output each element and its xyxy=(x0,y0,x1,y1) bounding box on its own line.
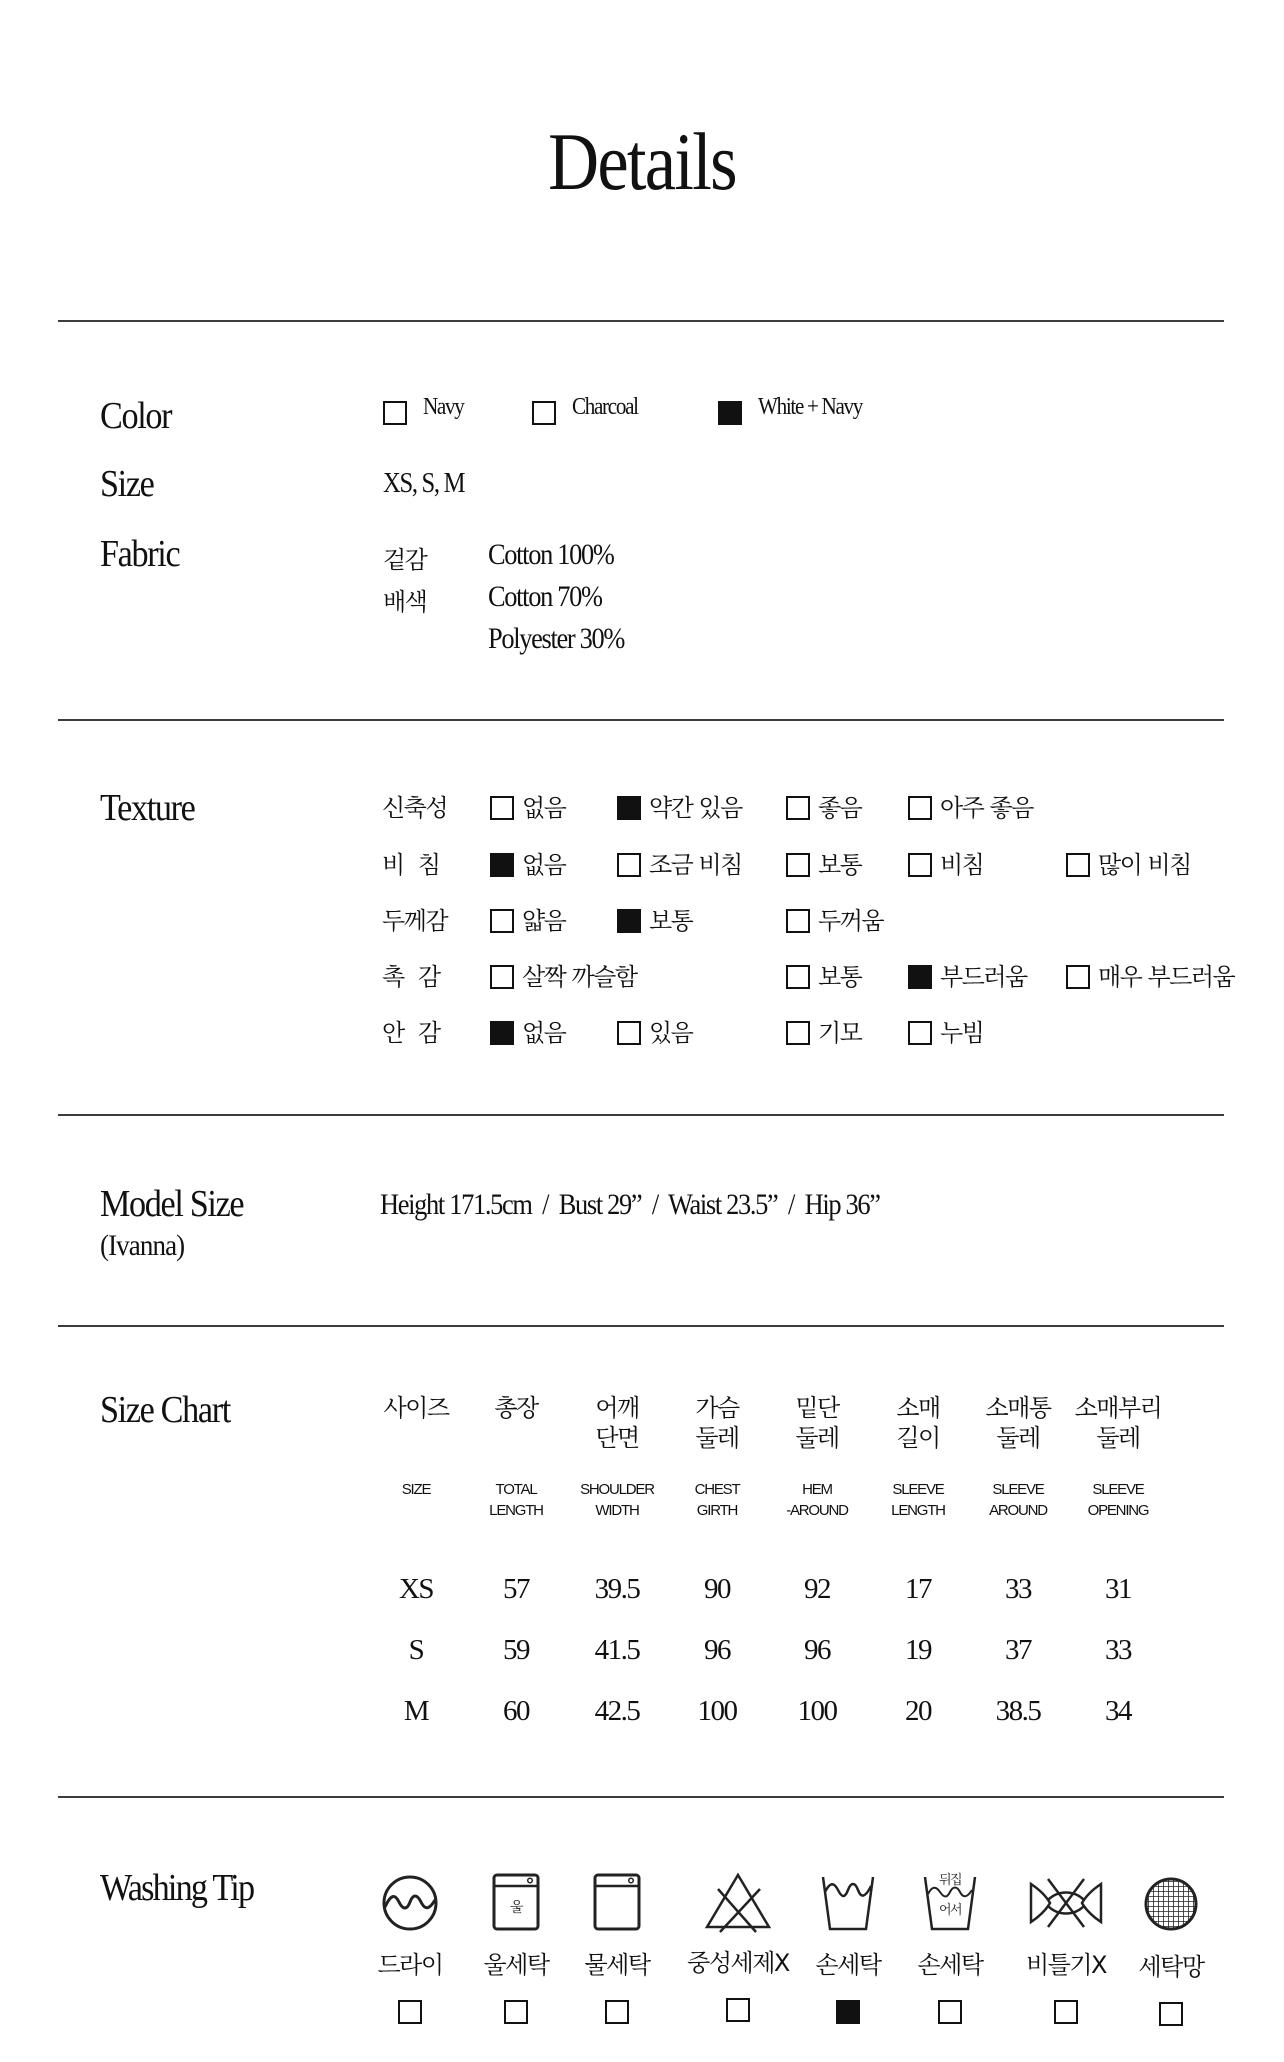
color-label: Color xyxy=(100,395,172,437)
checkbox-icon xyxy=(786,853,810,877)
column-header-en: SIZE xyxy=(401,1481,431,1498)
washing-item-laundry-net[interactable]: 세탁망 xyxy=(1111,1876,1231,2026)
fabric-value-trim-2: Polyester 30% xyxy=(488,622,625,655)
wool-wash-icon xyxy=(491,1872,541,1932)
checkbox-icon xyxy=(532,401,556,425)
divider xyxy=(58,1325,1224,1327)
checkbox-icon xyxy=(1066,965,1090,989)
checkbox-icon xyxy=(908,1021,932,1045)
washing-item-no-neutral-detergent[interactable]: 중성세제X xyxy=(678,1872,798,2022)
checkbox-icon xyxy=(786,1021,810,1045)
model-name: (Ivanna) xyxy=(100,1229,185,1262)
fabric-label: Fabric xyxy=(100,533,180,575)
checkbox-icon xyxy=(908,853,932,877)
column-header: 어깨 단면 xyxy=(595,1394,639,1452)
checkbox-icon xyxy=(504,2000,528,2024)
washing-tip-label: Washing Tip xyxy=(100,1867,254,1909)
no-wring-icon xyxy=(1028,1876,1104,1930)
fabric-value-outer: Cotton 100% xyxy=(488,538,614,571)
checkbox-checked-icon xyxy=(718,401,742,425)
checkbox-icon xyxy=(605,2000,629,2024)
size-chart-label: Size Chart xyxy=(100,1389,230,1431)
texture-label: Texture xyxy=(100,787,195,829)
dry-clean-icon xyxy=(381,1874,439,1932)
fabric-part-trim: 배색 xyxy=(383,588,427,616)
checkbox-icon xyxy=(786,909,810,933)
checkbox-icon xyxy=(617,853,641,877)
checkbox-checked-icon xyxy=(490,853,514,877)
column-header: 밑단 둘레 xyxy=(795,1394,839,1452)
size-label: Size xyxy=(100,463,154,505)
checkbox-icon xyxy=(490,965,514,989)
column-header-en: SLEEVE LENGTH xyxy=(891,1481,945,1519)
column-header: 소매통 둘레 xyxy=(985,1394,1051,1452)
size-value: XS, S, M xyxy=(383,468,465,499)
checkbox-checked-icon xyxy=(617,796,641,820)
svg-text:울: 울 xyxy=(509,1900,523,1916)
checkbox-checked-icon xyxy=(617,909,641,933)
svg-text:뒤집: 뒤집 xyxy=(938,1873,962,1888)
column-header: 총장 xyxy=(494,1394,538,1422)
page-title: Details xyxy=(548,116,736,207)
checkbox-icon xyxy=(490,909,514,933)
model-size-label: Model Size xyxy=(100,1183,244,1225)
checkbox-icon xyxy=(908,796,932,820)
checkbox-icon xyxy=(1159,2002,1183,2026)
divider xyxy=(58,719,1224,721)
washing-item-dry[interactable]: 드라이 xyxy=(350,1874,470,2024)
fabric-part-outer: 겉감 xyxy=(383,546,427,574)
column-header: 소매 길이 xyxy=(896,1394,940,1452)
checkbox-icon xyxy=(1054,2000,1078,2024)
texture-row-touch: 촉 감 xyxy=(382,963,440,991)
divider xyxy=(58,320,1224,322)
checkbox-icon xyxy=(398,2000,422,2024)
svg-text:어서: 어서 xyxy=(938,1903,962,1918)
checkbox-icon xyxy=(786,965,810,989)
divider xyxy=(58,1796,1224,1798)
texture-row-thickness: 두께감 xyxy=(382,907,448,935)
washing-item-water[interactable]: 물세탁 xyxy=(557,1872,677,2024)
hand-wash-icon xyxy=(820,1874,876,1932)
checkbox-icon xyxy=(726,1998,750,2022)
washing-item-hand-wash[interactable]: 손세탁 xyxy=(788,1874,908,2024)
checkbox-icon xyxy=(490,796,514,820)
column-header-en: SLEEVE AROUND xyxy=(989,1481,1047,1519)
washing-item-wool[interactable]: 울 울세탁 xyxy=(456,1872,576,2024)
checkbox-checked-icon xyxy=(836,2000,860,2024)
checkbox-icon xyxy=(617,1021,641,1045)
divider xyxy=(58,1114,1224,1116)
fabric-value-trim-1: Cotton 70% xyxy=(488,580,602,613)
washing-item-no-wring[interactable]: 비틀기X xyxy=(1006,1876,1126,2024)
column-header-en: HEM -AROUND xyxy=(786,1481,848,1519)
hand-wash-inside-out-icon xyxy=(922,1870,978,1932)
texture-row-sheerness: 비 침 xyxy=(382,851,440,879)
washing-item-hand-wash-inside-out[interactable]: 뒤집 어서 손세탁 xyxy=(890,1870,1010,2024)
model-measurements: Height 171.5cm / Bust 29” / Waist 23.5” / Hip 36” xyxy=(380,1188,880,1221)
checkbox-checked-icon xyxy=(908,965,932,989)
checkbox-icon xyxy=(938,2000,962,2024)
column-header-en: SHOULDER WIDTH xyxy=(580,1481,654,1519)
column-header: 사이즈 xyxy=(383,1394,449,1422)
texture-row-lining: 안 감 xyxy=(382,1019,440,1047)
column-header-en: SLEEVE OPENING xyxy=(1087,1481,1149,1519)
texture-row-elasticity: 신축성 xyxy=(382,794,448,822)
machine-wash-icon xyxy=(592,1872,642,1932)
column-header: 가슴 둘레 xyxy=(695,1394,739,1452)
no-bleach-icon xyxy=(704,1872,772,1934)
column-header: 소매부리 둘레 xyxy=(1074,1394,1162,1452)
checkbox-checked-icon xyxy=(490,1021,514,1045)
column-header-en: CHEST GIRTH xyxy=(694,1481,740,1519)
checkbox-icon xyxy=(383,401,407,425)
checkbox-icon xyxy=(1066,853,1090,877)
laundry-net-icon xyxy=(1143,1876,1199,1932)
column-header-en: TOTAL LENGTH xyxy=(489,1481,543,1519)
checkbox-icon xyxy=(786,796,810,820)
